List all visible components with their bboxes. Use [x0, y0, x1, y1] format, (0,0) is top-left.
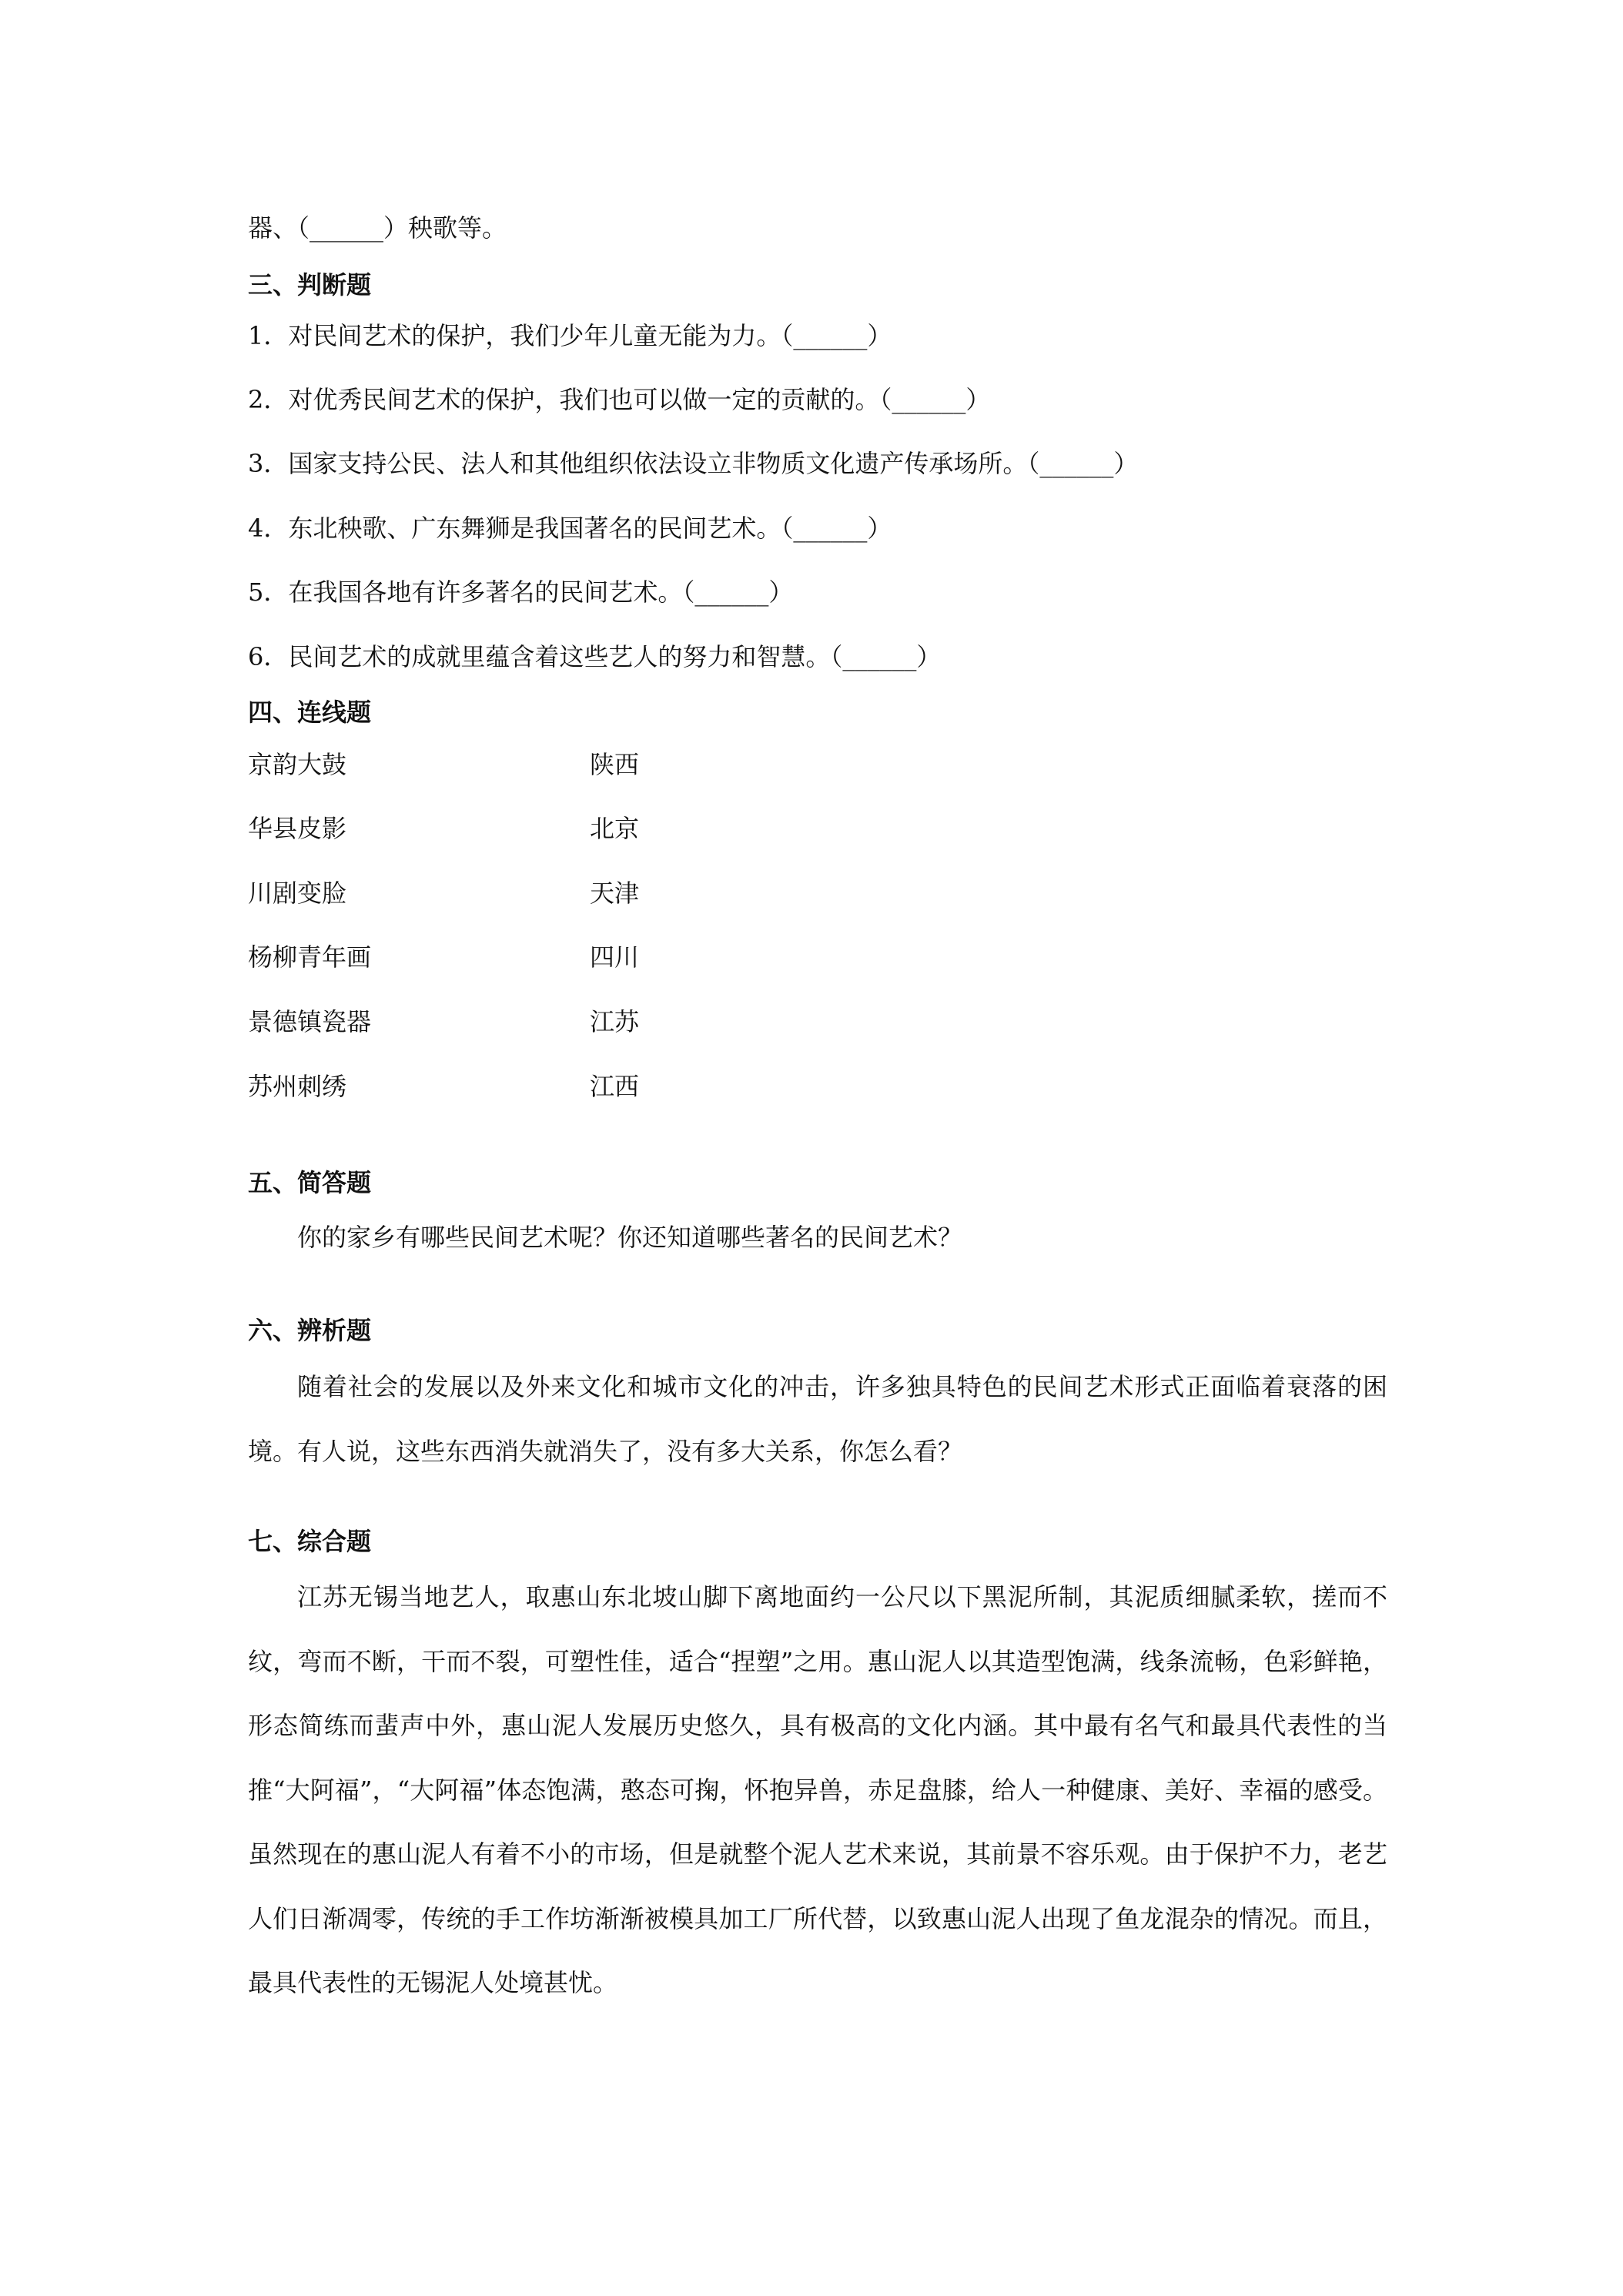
match-left-item: 景德镇瓷器 [248, 1007, 372, 1036]
match-right-item: 江苏 [590, 1007, 640, 1036]
judgment-item: 4．东北秧歌、广东舞狮是我国著名的民间艺术。（______） [248, 514, 892, 543]
match-left-item: 京韵大鼓 [248, 750, 347, 779]
short-answer-question: 你的家乡有哪些民间艺术呢？你还知道哪些著名的民间艺术？ [297, 1223, 963, 1252]
continuation-line: 器、（______）秧歌等。 [248, 213, 507, 243]
match-left-item: 川剧变脸 [248, 879, 347, 908]
analysis-question: 随着社会的发展以及外来文化和城市文化的冲击，许多独具特色的民间艺术形式正面临着衰落的困境。有人说，这些东西消失就消失了，没有多大关系，你怎么看？ [248, 1372, 1387, 1466]
judgment-item: 5．在我国各地有许多著名的民间艺术。（______） [248, 577, 794, 607]
section-4-heading: 四、连线题 [248, 698, 372, 727]
section-3-heading: 三、判断题 [248, 270, 372, 300]
section-6-heading: 六、辨析题 [248, 1316, 372, 1345]
judgment-item: 1．对民间艺术的保护，我们少年儿童无能为力。（______） [248, 321, 892, 350]
match-right-item: 天津 [590, 879, 640, 908]
judgment-item: 6．民间艺术的成就里蕴含着这些艺人的努力和智慧。（______） [248, 642, 942, 671]
section-7-heading: 七、综合题 [248, 1527, 372, 1556]
comprehensive-passage: 江苏无锡当地艺人，取惠山东北坡山脚下离地面约一公尺以下黑泥所制，其泥质细腻柔软，搓而不纹，弯而不断，干而不裂，可塑性佳，适合“捏塑”之用。惠山泥人以其造型饱满，线条流畅，色彩鲜艳，形态简练而蜚声中外，惠山泥人发展历史悠久，具有极高的文化内涵。其中最有名气和最具代表性的当推“大阿福”，“大阿福”体态饱满，憨态可掬，怀抱异兽，赤足盘膝，给人一种健康、美好、幸福的感受。 虽然现在的惠山泥人有着不小的市场，但是就整个泥人艺术来说，其前景不容乐观。由于保护不力，老艺人们日渐凋零，传统的手工作坊渐渐被模具加工厂所代替，以致惠山泥人出现了鱼龙混杂的情况。而且，最具代表性的无锡泥人处境甚忧。 [248, 1582, 1387, 1997]
section-5-heading: 五、简答题 [248, 1168, 372, 1197]
match-left-item: 华县皮影 [248, 814, 347, 843]
match-left-item: 苏州刺绣 [248, 1072, 347, 1101]
match-left-item: 杨柳青年画 [248, 942, 372, 972]
match-right-item: 江西 [590, 1072, 640, 1101]
judgment-item: 3．国家支持公民、法人和其他组织依法设立非物质文化遗产传承场所。（______） [248, 449, 1139, 478]
judgment-item: 2．对优秀民间艺术的保护，我们也可以做一定的贡献的。（______） [248, 385, 991, 414]
match-right-item: 四川 [590, 942, 640, 972]
match-right-item: 北京 [590, 814, 640, 843]
match-right-item: 陕西 [590, 750, 640, 779]
